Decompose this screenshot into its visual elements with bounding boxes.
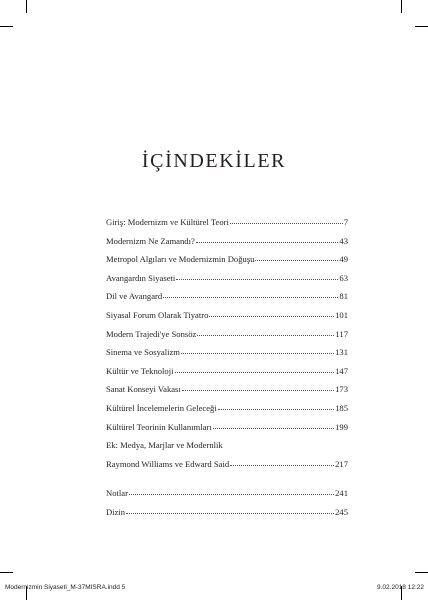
toc-leader-dots — [197, 335, 334, 336]
toc-entry-page: 199 — [335, 421, 348, 432]
toc-entry — [106, 254, 348, 273]
crop-mark — [415, 572, 428, 573]
toc-entry-title: Notlar — [106, 488, 128, 499]
footer-file-name: Modernizmin Siyaseti_M-37MISRA.indd 5 — [5, 584, 126, 591]
toc-entry — [106, 273, 348, 292]
toc-leader-dots — [230, 223, 343, 224]
toc-entry-page: 131 — [335, 347, 348, 358]
toc-leader-dots — [163, 297, 338, 298]
toc-entry-title: Siyasal Forum Olarak Tiyatro — [106, 309, 209, 320]
toc-leader-dots — [230, 465, 334, 466]
toc-entry-title: Dil ve Avangard — [106, 291, 163, 302]
toc-entry — [106, 507, 348, 526]
toc-leader-dots — [175, 372, 335, 373]
page-title: İÇİNDEKİLER — [141, 150, 287, 172]
toc-entry-title: Sinema ve Sosyalizm — [106, 347, 180, 358]
toc-leader-dots — [218, 409, 334, 410]
toc-entry-page: 101 — [335, 309, 348, 320]
crop-mark — [401, 0, 402, 13]
crop-mark — [26, 0, 27, 13]
toc-entry-title: Kültürel İncelemelerin Geleceği — [106, 402, 217, 413]
toc-entry — [106, 403, 348, 422]
toc-entry-page: 63 — [339, 272, 348, 283]
toc-entry — [106, 422, 348, 441]
toc-entry — [106, 217, 348, 236]
toc-entry — [106, 440, 348, 459]
toc-entry-page: 49 — [339, 254, 348, 265]
toc-entry — [106, 236, 348, 255]
crop-mark — [415, 26, 428, 27]
toc-entry — [106, 366, 348, 385]
toc-entry-title: Giriş: Modernizm ve Kültürel Teori — [106, 217, 229, 227]
toc-entry-page: 245 — [335, 506, 348, 517]
toc-entry-title: Kültür ve Teknoloji — [106, 365, 174, 376]
toc-entry-title: Avangardın Siyaseti — [106, 272, 176, 283]
toc-entry-title: Ek: Medya, Marjlar ve Modernlik — [106, 440, 223, 451]
toc-leader-dots — [176, 279, 338, 280]
toc-entry-title: Modern Trajedi'ye Sonsöz — [106, 328, 197, 339]
toc-entry-title: Modernizm Ne Zamandı? — [106, 235, 195, 246]
crop-mark — [0, 26, 13, 27]
toc-entry-page: 7 — [343, 217, 348, 227]
toc-entry — [106, 459, 348, 478]
toc-entry — [106, 384, 348, 403]
crop-mark — [0, 572, 13, 573]
toc-entry-page: 241 — [335, 488, 348, 499]
toc-entry — [106, 310, 348, 329]
toc-leader-dots — [181, 353, 334, 354]
toc-entry — [106, 347, 348, 366]
toc-leader-dots — [182, 390, 334, 391]
toc-entry-page: 81 — [339, 291, 348, 302]
toc-leader-dots — [126, 513, 334, 514]
toc-leader-dots — [129, 494, 334, 495]
table-of-contents — [106, 217, 348, 526]
toc-entry-page: 43 — [339, 235, 348, 246]
toc-leader-dots — [213, 428, 334, 429]
toc-entry-title: Dizin — [106, 506, 126, 517]
toc-entry-title: Sanat Konseyi Vakası — [106, 384, 181, 395]
toc-entry-page: 173 — [335, 384, 348, 395]
toc-entry-title: Metropol Algıları ve Modernizmin Doğuşu — [106, 254, 255, 265]
toc-leader-dots — [255, 260, 338, 261]
footer-timestamp: 9.02.2018 12:22 — [377, 584, 424, 591]
toc-entry — [106, 329, 348, 348]
toc-entry-title: Kültürel Teorinin Kullanımları — [106, 421, 212, 432]
toc-entry — [106, 291, 348, 310]
toc-entry-page: 185 — [335, 402, 348, 413]
toc-entry-page: 217 — [335, 458, 348, 469]
toc-entry-page: 117 — [335, 328, 348, 339]
toc-entry — [106, 488, 348, 507]
toc-leader-dots — [209, 316, 334, 317]
toc-leader-dots — [196, 242, 339, 243]
toc-entry-page: 147 — [335, 365, 348, 376]
toc-entry-title: Raymond Williams ve Edward Said — [106, 458, 230, 469]
